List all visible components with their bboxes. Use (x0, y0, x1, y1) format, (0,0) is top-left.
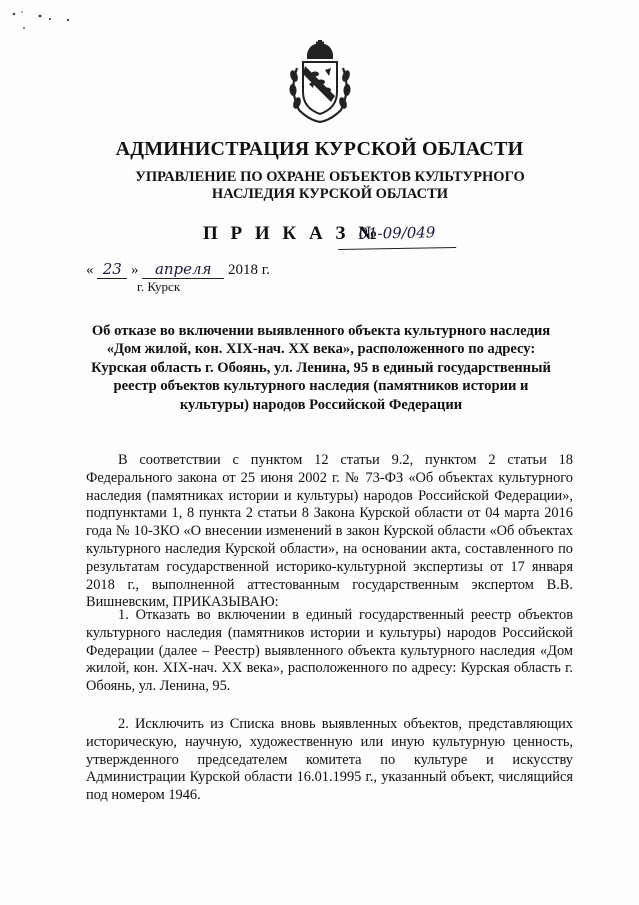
paragraph-text: 2. Исключить из Списка вновь выявленных объектов, представляющих историческую, научную, художественную или иную культурную ценность, утвержденного председателем комитета по культуре и искусству Администрации Курской области 16.01.1995 г., указанный объект, числящийся под номером 1946. (86, 716, 573, 804)
department-title-line: НАСЛЕДИЯ КУРСКОЙ ОБЛАСТИ (211, 186, 449, 202)
body-paragraph-item-1 (86, 607, 573, 696)
body-paragraph-item-2 (86, 716, 573, 805)
kursk-coat-of-arms-icon (285, 40, 355, 124)
order-number-handwritten: 01-09/049 (338, 223, 456, 250)
order-date (86, 260, 270, 279)
order-city: г. Курск (137, 279, 181, 294)
department-title (60, 169, 600, 203)
subject-line: «Дом жилой, кон. XIX-нач. XX века», расположенного по адресу: (106, 341, 536, 358)
subject-line: Курская область г. Обоянь, ул. Ленина, 95 в единый государственный (91, 359, 551, 376)
order-subject (70, 322, 572, 414)
scan-artifact (10, 8, 80, 38)
date-open-quote: « (86, 262, 94, 278)
subject-line: культуры) народов Российской Федерации (179, 396, 463, 413)
organization-title: АДМИНИСТРАЦИЯ КУРСКОЙ ОБЛАСТИ (115, 138, 524, 160)
subject-line: Об отказе во включении выявленного объекта культурного наследия (91, 323, 551, 339)
order-heading: П Р И К А З № (203, 223, 382, 244)
paragraph-text: 1. Отказать во включении в единый государственный реестр объектов культурного наследия (памятников истории и культуры) народов Российской Федерации (далее – Реестр) выявленного объекта культурного наследия «Дом жилой, кон. XIX-нач. XX века», расположенного по адресу: Курская область г. Обоянь, ул. Ленина, 95. (86, 607, 573, 695)
department-title-line: УПРАВЛЕНИЕ ПО ОХРАНЕ ОБЪЕКТОВ КУЛЬТУРНОГО (135, 169, 525, 185)
date-month-handwritten: апреля (142, 260, 224, 279)
date-year: 2018 г. (228, 262, 270, 278)
subject-line: реестр объектов культурного наследия (памятников истории и (113, 378, 529, 395)
date-day-handwritten: 23 (97, 260, 127, 279)
body-paragraph-preamble (86, 452, 573, 612)
paragraph-text: В соответствии с пунктом 12 статьи 9.2, пунктом 2 статьи 18 Федерального закона от 25 июня 2002 г. № 73-ФЗ «Об объектах культурного наследия (памятниках истории и культуры) народов Российской Федерации», подпунктами 1, 8 пункта 2 статьи 8 Закона Курской области от 04 марта 2016 года № 10-ЗКО «О внесении изменений в закон Курской области «Об объектах культурного наследия Курской области», на основании акта, составленного по результатам государственной историко-культурной экспертизы от 17 января 2018 г., выполненной аттестованным государственным экспертом В.В. Вишневским, ПРИКАЗЫВАЮ: (86, 452, 573, 611)
date-close-quote: » (131, 262, 139, 278)
